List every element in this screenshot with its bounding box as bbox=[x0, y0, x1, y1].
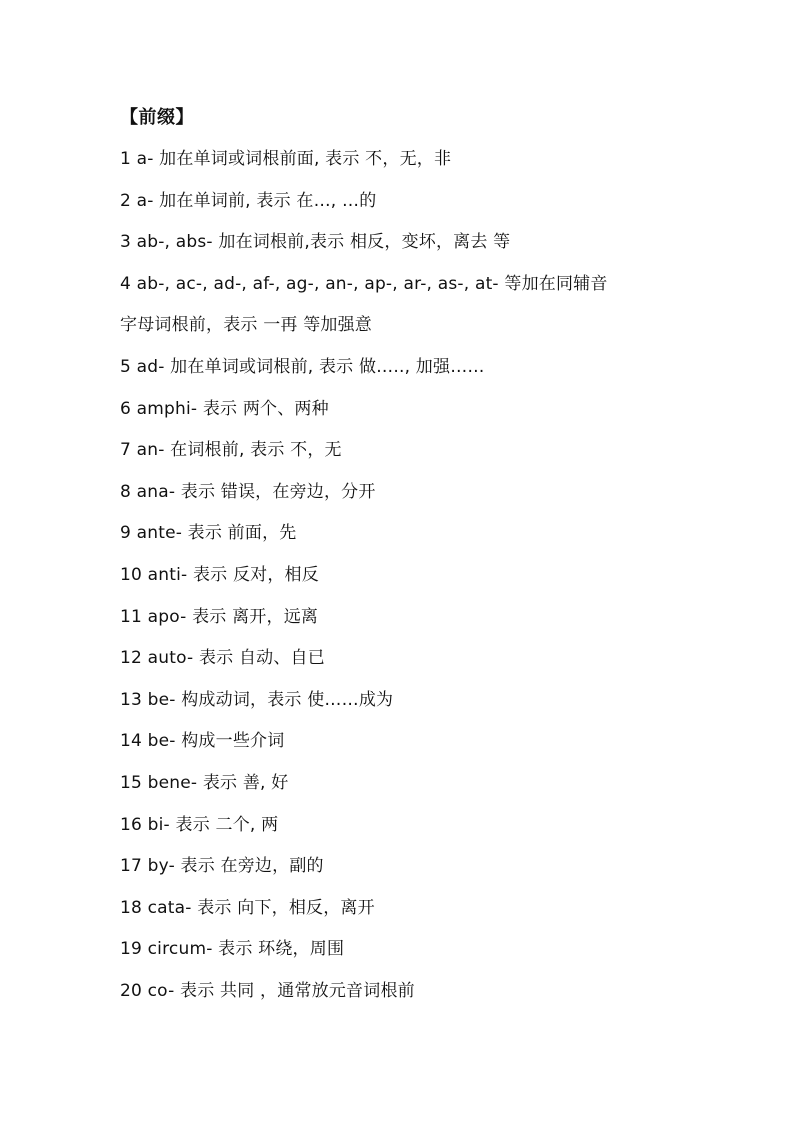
list-item-continuation: 字母词根前，表示 一再 等加强意 bbox=[120, 315, 373, 336]
list-item: 11 apo- 表示 离开，远离 bbox=[120, 606, 319, 627]
list-item: 17 by- 表示 在旁边，副的 bbox=[120, 856, 324, 877]
section-heading: 【前缀】 bbox=[120, 107, 194, 128]
list-item: 19 circum- 表示 环绕，周围 bbox=[120, 939, 345, 960]
list-item: 6 amphi- 表示 两个、两种 bbox=[120, 398, 329, 419]
list-item: 12 auto- 表示 自动、自已 bbox=[120, 648, 325, 669]
list-item: 2 a- 加在单词前, 表示 在…, …的 bbox=[120, 190, 377, 211]
list-item: 18 cata- 表示 向下，相反，离开 bbox=[120, 897, 375, 918]
list-item: 13 be- 构成动词，表示 使……成为 bbox=[120, 689, 394, 710]
list-item: 3 ab-, abs- 加在词根前,表示 相反，变坏，离去 等 bbox=[120, 232, 511, 253]
list-item: 14 be- 构成一些介词 bbox=[120, 731, 285, 752]
list-item: 7 an- 在词根前, 表示 不，无 bbox=[120, 440, 342, 461]
list-item: 8 ana- 表示 错误，在旁边，分开 bbox=[120, 481, 376, 502]
list-item: 15 bene- 表示 善, 好 bbox=[120, 772, 289, 793]
list-item: 9 ante- 表示 前面，先 bbox=[120, 523, 297, 544]
list-item: 1 a- 加在单词或词根前面, 表示 不，无，非 bbox=[120, 149, 452, 169]
list-item: 16 bi- 表示 二个, 两 bbox=[120, 814, 279, 835]
list-item: 10 anti- 表示 反对，相反 bbox=[120, 564, 319, 585]
prefix-list bbox=[120, 146, 690, 1019]
list-item: 20 co- 表示 共同 ，通常放元音词根前 bbox=[120, 980, 415, 1001]
list-item: 4 ab-, ac-, ad-, af-, ag-, an-, ap-, ar-, as-, at- 等加在同辅音 bbox=[120, 273, 608, 294]
list-item: 5 ad- 加在单词或词根前, 表示 做….., 加强…… bbox=[120, 356, 485, 377]
